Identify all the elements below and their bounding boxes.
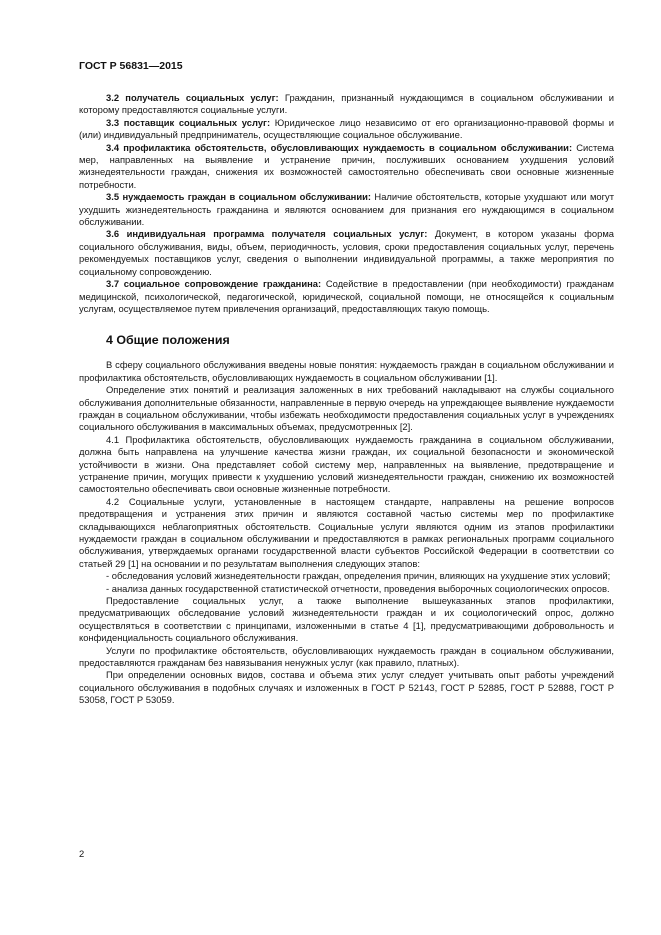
section-4-title: 4 Общие положения (106, 333, 230, 348)
term-3-6 (79, 228, 614, 278)
list-item: - анализа данных государственной статистической отчетности, проведения выборочных социологических опросов. (106, 582, 610, 594)
list-item: - обследования условий жизнедеятельности граждан, определения причин, влияющих на ухудшение этих условий; (106, 570, 611, 582)
term-definition: Содействие в предоставлении (при необходимости) гражданам медицинской, психологической, педагогической, юридической, социальной помощи, не относящейся к социальным услугам, осуществляемое путем привлечения организаций, предоставляющих такую помощь. (79, 278, 614, 314)
term-3-4 (79, 142, 614, 192)
term-3-3 (79, 117, 614, 142)
page-content (79, 92, 614, 707)
term-number: 3.7 (106, 278, 120, 290)
term-number: 3.5 (106, 191, 120, 203)
term-definition: Гражданин, признанный нуждающимся в социальном обслуживании и которому предоставляются социальные услуги. (79, 92, 614, 116)
term-title: получатель социальных услуг: (125, 92, 279, 103)
section-4-paragraph: Определение этих понятий и реализация заложенных в них требований накладывают на службы социального обслуживания дополнительные обязанности, направленные в первую очередь на упреждающее выявление нуждаемости граждан в социальном обслуживании, чтобы избежать необходимости предоставления социальных услуг в учреждениях социального обслуживания в максимальных объемах, предусмотренных [2]. (79, 384, 614, 433)
term-title: социальное сопровождение гражданина: (123, 278, 322, 290)
term-number: 3.6 (106, 228, 120, 240)
page-number: 2 (79, 848, 85, 859)
section-4-paragraph: Предоставление социальных услуг, а также выполнение вышеуказанных этапов профилактики, предусматривающих обследование условий жизнедеятельности граждан и их социологический опрос, должно осуществляться в соответствии с принципами, изложенными в статье 4 [1], предусматривающими добровольность и конфиденциальность социального обслуживания. (79, 595, 614, 644)
section-4-paragraph: В сферу социального обслуживания введены новые понятия: нуждаемость граждан в социальном обслуживании и профилактика обстоятельств, обусловливающих нуждаемость в социальном обслуживании [1]. (79, 359, 614, 383)
term-3-2 (79, 92, 614, 117)
term-number: 3.3 (106, 116, 120, 128)
term-title: профилактика обстоятельств, обусловливающих нуждаемость в социальном обслуживании: (123, 141, 573, 153)
term-definition: Система мер, направленных на выявление и устранение причин, послуживших основанием ухудшения условий жизнедеятельности граждан, снижения их возможностей самостоятельно обеспечивать свои основные жизненные потребности. (79, 141, 615, 190)
term-title: индивидуальная программа получателя социальных услуг: (126, 228, 428, 240)
term-definition: Наличие обстоятельств, которые ухудшают или могут ухудшить жизнедеятельность гражданина и являются основанием для признания его нуждающимся в социальном обслуживании. (79, 191, 615, 228)
term-definition: Документ, в котором указаны форма социального обслуживания, виды, объем, периодичность, условия, сроки предоставления социальных услуг, перечень рекомендуемых поставщиков услуг, сведения о выполнении индивидуальной программы, а также мероприятия по социальному сопровождению. (79, 228, 614, 277)
term-number: 3.4 (106, 141, 120, 153)
term-3-7 (79, 278, 614, 315)
standard-header: ГОСТ Р 56831—2015 (79, 60, 183, 72)
term-number: 3.2 (106, 92, 120, 103)
clause-4-1: 4.1 Профилактика обстоятельств, обусловливающих нуждаемость гражданина в социальном обслуживании, должна быть направлена на улучшение качества жизни граждан, их социальной безопасности и экономической устойчивости в жизни. Она представляет собой систему мер, направленных на выявление, предотвращение и устранение причин, могущих привести к ухудшению условий жизнедеятельности граждан, снижению их возможностей самостоятельно обеспечивать свои основные жизненные потребности. (79, 433, 614, 495)
clause-4-2: 4.2 Социальные услуги, установленные в настоящем стандарте, направлены на решение вопросов предотвращения и устранения этих причин и являются составной частью системы мер по профилактике складывающихся неблагоприятных обстоятельств. Социальные услуги являются одним из этапов профилактики нуждаемости граждан в социальном обслуживании и предоставляются в рамках региональных программ социального обслуживания, утверждаемых органами государственной власти субъектов Российской Федерации в соответствии со статьей 29 [1] на основании и по результатам выполнения следующих этапов: (79, 495, 614, 569)
section-4-paragraph: Услуги по профилактике обстоятельств, обусловливающих нуждаемость граждан в социальном обслуживании, предоставляются гражданам без навязывания ненужных услуг (как правило, платных). (79, 644, 614, 669)
term-title: поставщик социальных услуг: (123, 116, 271, 128)
term-title: нуждаемость граждан в социальном обслуживании: (122, 191, 371, 203)
section-4-paragraph: При определении основных видов, состава и объема этих услуг следует учитывать опыт работы учреждений социального обслуживания в подобных случаях и изложенных в ГОСТ Р 52143, ГОСТ Р 52885, ГОСТ Р 52888, ГОСТ Р 53058, ГОСТ Р 53059. (79, 669, 614, 706)
term-3-5 (79, 191, 614, 228)
term-definition: Юридическое лицо независимо от его организационно-правовой формы и (или) индивидуальный предприниматель, осуществляющие социальное обслуживание. (79, 116, 615, 141)
